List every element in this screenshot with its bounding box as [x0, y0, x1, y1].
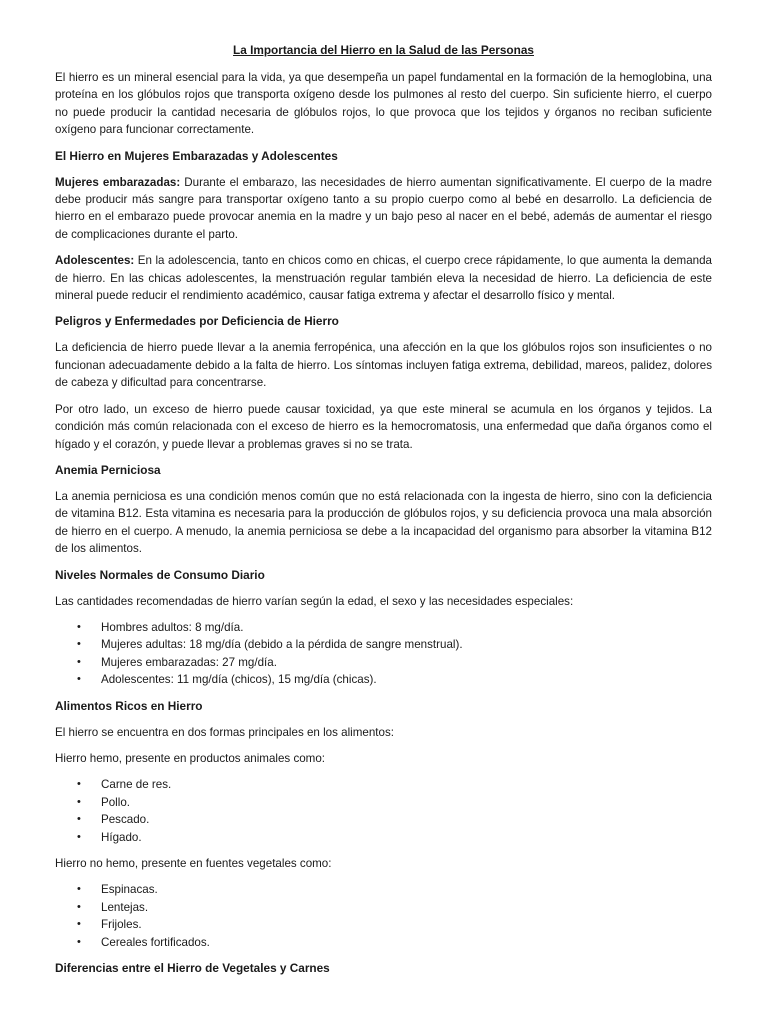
list-item: • Mujeres embarazadas: 27 mg/día.	[55, 654, 712, 671]
adolescents-lead: Adolescentes:	[55, 254, 135, 268]
list-item: • Frijoles.	[55, 916, 712, 933]
bullet-icon: •	[77, 655, 81, 668]
bullet-icon: •	[77, 918, 81, 931]
list-item: • Adolescentes: 11 mg/día (chicos), 15 mg/día (chicas).	[55, 671, 712, 688]
pernicious-anemia-paragraph: La anemia perniciosa es una condición menos común que no está relacionada con la ingesta de hierro, sino con la deficiencia de vitamina B12. Esta vitamina es necesaria para la producción de glóbulos rojos, y su deficiencia provoca una mala absorción de hierro en el cuerpo. A menudo, la anemia perniciosa se debe a la incapacidad del organismo para absorber la vitamina B12 de los alimentos.	[55, 489, 712, 556]
document-title: La Importancia del Hierro en la Salud de las Personas	[233, 43, 534, 57]
non-heme-iron-list	[55, 881, 712, 951]
bullet-icon: •	[77, 795, 81, 808]
deficiency-paragraph: La deficiencia de hierro puede llevar a la anemia ferropénica, una afección en la que los glóbulos rojos son insuficientes o no funcionan adecuadamente debido a la falta de hierro. Los síntomas incluyen fatiga extrema, debilidad, mareos, palidez, dolores de cabeza y dificultad para concentrarse.	[55, 341, 712, 390]
section-heading-iron-rich-foods: Alimentos Ricos en Hierro	[55, 698, 203, 713]
section-heading-plant-vs-meat-iron: Diferencias entre el Hierro de Vegetales y Carnes	[55, 961, 330, 976]
adolescents-paragraph	[55, 252, 712, 304]
heme-iron-list	[55, 776, 712, 846]
list-item: • Hígado.	[55, 829, 712, 846]
bullet-icon: •	[77, 813, 81, 826]
list-item: • Lentejas.	[55, 899, 712, 916]
bullet-icon: •	[77, 883, 81, 896]
excess-paragraph: Por otro lado, un exceso de hierro puede causar toxicidad, ya que este mineral se acumula en los órganos y tejidos. La condición más común relacionada con el exceso de hierro es la hemocromatosis, una enfermedad que daña órganos como el hígado y el corazón, y puede llevar a problemas graves si no se trata.	[55, 402, 712, 451]
pregnant-women-text: Durante el embarazo, las necesidades de hierro aumentan significativamente. El cuerpo de la madre debe producir más sangre para transportar oxígeno tanto a su propio cuerpo como al bebé en desarrollo. La deficiencia de hierro en el embarazo puede provocar anemia en la madre y un bajo peso al nacer en el bebé, además de aumentar el riesgo de complicaciones durante el parto.	[55, 175, 713, 241]
list-item: • Mujeres adultas: 18 mg/día (debido a la pérdida de sangre menstrual).	[55, 636, 712, 653]
heme-iron-paragraph: Hierro hemo, presente en productos animales como:	[55, 751, 326, 765]
section-heading-daily-intake: Niveles Normales de Consumo Diario	[55, 567, 265, 582]
adolescents-text: En la adolescencia, tanto en chicos como en chicas, el cuerpo crece rápidamente, lo que aumenta la demanda de hierro. En las chicas adolescentes, la menstruación regular también eleva la necesidad de hierro. La deficiencia de este mineral puede reducir el rendimiento académico, causar fatiga extrema y afectar el desarrollo físico y mental.	[55, 254, 712, 303]
list-item: • Espinacas.	[55, 881, 712, 898]
list-item: • Carne de res.	[55, 776, 712, 793]
bullet-icon: •	[77, 900, 81, 913]
non-heme-iron-paragraph: Hierro no hemo, presente en fuentes vegetales como:	[55, 857, 332, 870]
bullet-icon: •	[77, 620, 81, 633]
daily-intake-paragraph: Las cantidades recomendadas de hierro varían según la edad, el sexo y las necesidades especiales:	[55, 594, 574, 608]
list-item: • Cereales fortificados.	[55, 934, 712, 951]
bullet-icon: •	[77, 935, 81, 948]
list-item: • Pescado.	[55, 811, 712, 828]
list-item: • Hombres adultos: 8 mg/día.	[55, 619, 712, 636]
intro-paragraph: El hierro es un mineral esencial para la vida, ya que desempeña un papel fundamental en la formación de la hemoglobina, una proteína en los glóbulos rojos que transporta oxígeno desde los pulmones al resto del cuerpo. Sin suficiente hierro, el cuerpo no puede producir la cantidad necesaria de glóbulos rojos, lo que provoca que los tejidos y órganos no reciban suficiente oxígeno para funcionar correctamente.	[55, 71, 712, 137]
iron-forms-paragraph: El hierro se encuentra en dos formas principales en los alimentos:	[55, 725, 394, 739]
bullet-icon: •	[77, 830, 81, 843]
bullet-icon: •	[77, 778, 81, 791]
pregnant-women-lead: Mujeres embarazadas:	[55, 175, 181, 189]
list-item: • Pollo.	[55, 794, 712, 811]
daily-intake-list	[55, 619, 712, 689]
bullet-icon: •	[77, 638, 81, 651]
bullet-icon: •	[77, 673, 81, 686]
section-heading-dangers: Peligros y Enfermedades por Deficiencia de Hierro	[55, 314, 339, 329]
section-heading-pernicious-anemia: Anemia Perniciosa	[55, 462, 161, 477]
section-heading-pregnant-adolescents: El Hierro en Mujeres Embarazadas y Adolescentes	[55, 148, 338, 163]
pregnant-women-paragraph	[55, 174, 712, 244]
